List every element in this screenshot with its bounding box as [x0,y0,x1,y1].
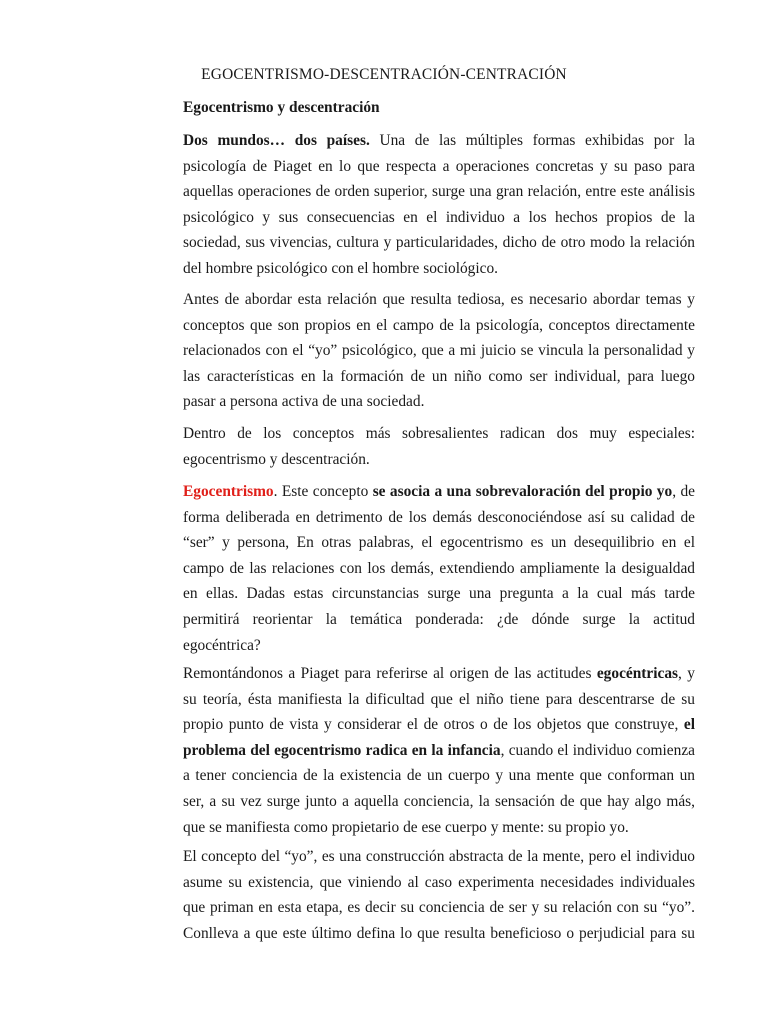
text-line: permitirá reorientar la temática ponderada: ¿de dónde surge la actitud [183,610,695,628]
text-run: , y [678,665,695,682]
text-line: relacionados con el “yo” psicológico, que a mi juicio se vincula la personalidad y [183,342,695,360]
text-line: que se manifiesta como propietario de ese cuerpo y mente: su propio yo. [183,818,629,836]
text-line: campo de las relaciones con los demás, extendiendo ampliamente la desigualdad [183,559,695,577]
paragraph-egocentrismo [183,479,695,658]
text-line: las características en la formación de un niño como ser individual, para luego [183,367,695,385]
bold-text: el [683,716,695,734]
text-line [183,479,695,505]
text-line: El concepto del “yo”, es una construcción abstracta de la mente, pero el individuo [183,848,695,865]
highlighted-term: Egocentrismo [183,483,274,500]
text-line: aquellas operaciones de orden superior, surge una gran relación, entre este análisis [183,183,695,201]
paragraph-dentro-de-los-conceptos [183,421,695,472]
text-line: Conlleva a que este último defina lo que resulta beneficioso o perjudicial para su [183,924,695,942]
section-heading: Egocentrismo y descentración [183,99,380,116]
text-line: pasar a persona activa de una sociedad. [183,393,425,411]
text-run: . Este concepto [273,483,373,500]
paragraph-remontandonos [183,661,695,840]
text-line [183,738,695,764]
text-line: en ellas. Dadas estas circunstancias surge una pregunta a la cual más tarde [183,585,695,603]
text-line: forma deliberada en detrimento de los demás desconociéndose así su calidad de [183,508,695,526]
text-line: ser, a su vez surge junto a aquella conciencia, la sensación de que hay algo más, [183,792,695,810]
text-line: del hombre psicológico con el hombre sociológico. [183,259,499,277]
text-line [183,712,695,738]
text-line: Dentro de los conceptos más sobresalientes radican dos muy especiales: [183,425,695,442]
paragraph-concepto-del-yo [183,844,695,946]
text-line: que priman en esta etapa, es decir su conciencia de ser y su relación con su “yo”. [183,899,695,917]
text-line: psicológico y sus consecuencias en el individuo a los hechos propios de la [183,208,695,226]
paragraph-dos-mundos [183,128,695,282]
text-line: su teoría, ésta manifiesta la dificultad que el niño tiene para descentrarse de su [183,690,695,708]
text-line [183,128,695,154]
text-line: Antes de abordar esta relación que resulta tediosa, es necesario abordar temas y [183,291,695,308]
text-run: , de [672,483,695,500]
bold-text: problema del egocentrismo radica en la infancia [183,741,501,759]
text-run: , cuando el individuo comienza [500,741,695,759]
text-line: sociedad, sus vivencias, cultura y particularidades, dicho de otro modo la relación [183,234,695,252]
text-line: conceptos que son propios en el campo de la psicología, conceptos directamente [183,316,695,334]
document-title: EGOCENTRISMO-DESCENTRACIÓN-CENTRACIÓN [201,66,567,83]
text-run: Una de las múltiples formas exhibidas por la [379,132,695,149]
paragraph-antes-de-abordar [183,287,695,415]
text-run: propio punto de vista y considerar el de otros o de los objetos que construye, [183,716,684,734]
text-line: egocentrismo y descentración. [183,450,370,468]
text-line: egocéntrica? [183,636,261,654]
text-line: asume su existencia, que viniendo al caso experimenta necesidades individuales [183,873,695,891]
bold-text: se asocia a una sobrevaloración del propio yo [372,483,673,500]
bold-text: egocéntricas [596,665,679,682]
paragraph-lead: Dos mundos… dos países. [183,132,370,149]
text-line: a tener conciencia de la existencia de un cuerpo y una mente que conforman un [183,767,695,785]
text-line: psicología de Piaget en lo que respecta a operaciones concretas y su paso para [183,157,695,175]
text-run: Remontándonos a Piaget para referirse al origen de las actitudes [183,665,597,682]
text-line [183,661,695,687]
text-line: “ser” y persona, En otras palabras, el egocentrismo es un desequilibrio en el [183,534,695,552]
